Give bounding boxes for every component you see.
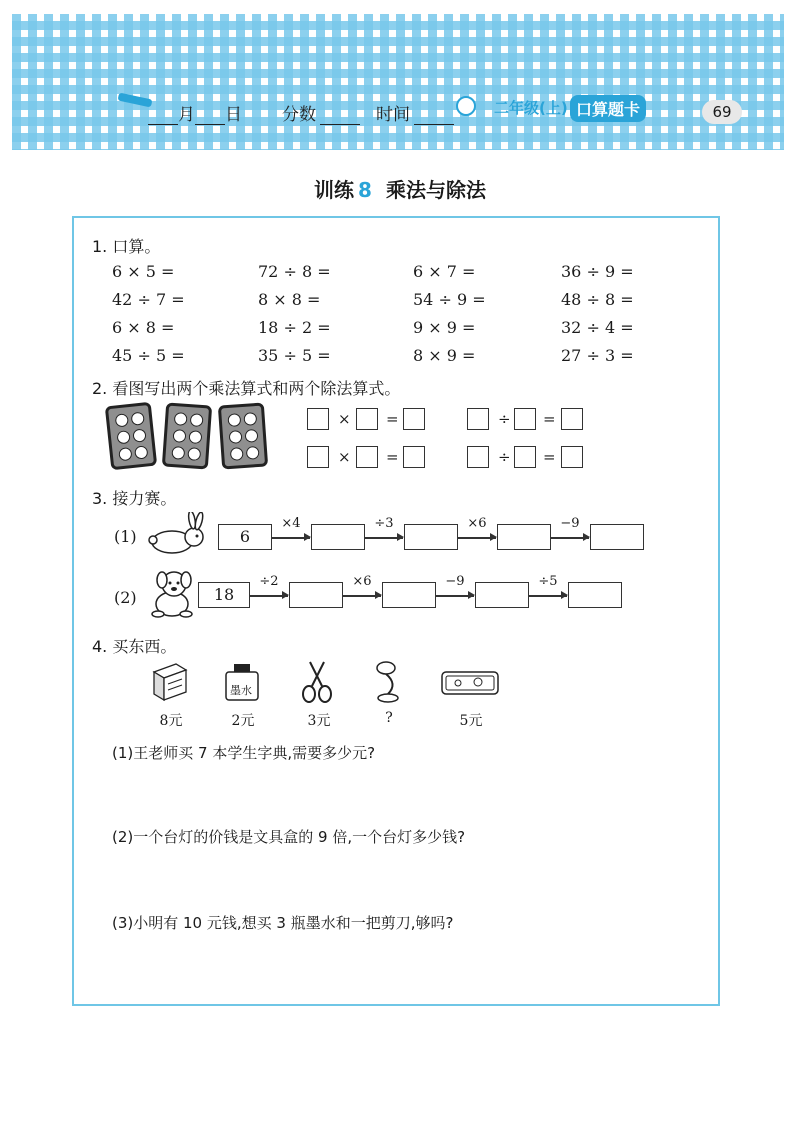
chain1-answer-box[interactable] (590, 524, 644, 550)
time-field: 时间 (376, 100, 454, 125)
arrow (272, 537, 310, 539)
q1-heading: 1. 口算。 (92, 237, 161, 256)
chain2-answer-box[interactable] (475, 582, 529, 608)
chain1-start-box: 6 (218, 524, 272, 550)
answer-box[interactable] (307, 446, 329, 468)
score-field: 分数 (282, 100, 360, 125)
q3-heading: 3. 接力赛。 (92, 489, 177, 508)
chain2-answer-box[interactable] (382, 582, 436, 608)
q1-item: 18 ÷ 2 = (258, 318, 331, 337)
q1-item: 9 × 9 = (413, 318, 476, 337)
arrow (436, 595, 474, 597)
q1-item: 54 ÷ 9 = (413, 290, 486, 309)
answer-box[interactable] (307, 408, 329, 430)
equals-sign: = (543, 448, 556, 466)
chain1-answer-box[interactable] (497, 524, 551, 550)
arrow (365, 537, 403, 539)
q1-item: 42 ÷ 7 = (112, 290, 185, 309)
equals-sign: = (386, 448, 399, 466)
egg-tray-icon (218, 402, 268, 469)
times-sign: × (338, 410, 351, 428)
q1-item: 35 ÷ 5 = (258, 346, 331, 365)
price-label: 2元 (231, 713, 255, 729)
equals-sign: = (543, 410, 556, 428)
answer-box[interactable] (356, 408, 378, 430)
q1-item: 72 ÷ 8 = (258, 262, 331, 281)
chain2-start-box: 18 (198, 582, 250, 608)
chain2-op-label: ×6 (352, 574, 372, 589)
price-label: 5元 (459, 713, 483, 729)
ink-bottle-text: 墨水 (230, 684, 252, 697)
page-number: 69 (702, 100, 742, 124)
q1-item: 32 ÷ 4 = (561, 318, 634, 337)
arrow (250, 595, 288, 597)
q4-sub3: (3)小明有 10 元钱,想买 3 瓶墨水和一把剪刀,够吗? (112, 914, 454, 932)
chain1-op-label: ×4 (281, 516, 301, 531)
answer-box[interactable] (467, 408, 489, 430)
puppy-icon (144, 568, 200, 620)
q1-item: 8 × 9 = (413, 346, 476, 365)
answer-box[interactable] (561, 446, 583, 468)
grade-logo: 二年级(上) (494, 99, 568, 117)
q1-item: 6 × 7 = (413, 262, 476, 281)
chain1-op-label: ×6 (467, 516, 487, 531)
answer-box[interactable] (561, 408, 583, 430)
chain1-answer-box[interactable] (311, 524, 365, 550)
chain2-op-label: ÷2 (259, 574, 279, 589)
book-title-logo: 口算题卡 (570, 95, 646, 122)
q4-sub1: (1)王老师买 7 本学生字典,需要多少元? (112, 744, 376, 762)
answer-box[interactable] (356, 446, 378, 468)
chain2-op-label: −9 (445, 574, 465, 589)
rabbit-icon (146, 512, 210, 556)
price-label: 3元 (307, 713, 331, 729)
arrow (529, 595, 567, 597)
chain2-label: (2) (114, 588, 137, 607)
q4-heading: 4. 买东西。 (92, 637, 177, 656)
answer-box[interactable] (514, 408, 536, 430)
q1-item: 6 × 5 = (112, 262, 175, 281)
dictionary-icon (150, 660, 190, 702)
chain2-op-label: ÷5 (538, 574, 558, 589)
chain1-op-label: ÷3 (374, 516, 394, 531)
divide-sign: ÷ (498, 410, 511, 428)
arrow (551, 537, 589, 539)
chain1-op-label: −9 (560, 516, 580, 531)
answer-box[interactable] (403, 446, 425, 468)
header-banner (12, 14, 784, 150)
times-sign: × (338, 448, 351, 466)
pencil-box-icon (440, 668, 500, 698)
q1-item: 48 ÷ 8 = (561, 290, 634, 309)
equals-sign: = (386, 410, 399, 428)
date-fields: 月 日 (148, 100, 242, 125)
desk-lamp-icon (372, 658, 406, 704)
clock-icon (456, 96, 476, 116)
answer-box[interactable] (403, 408, 425, 430)
egg-tray-icon (105, 402, 157, 470)
chain2-answer-box[interactable] (289, 582, 343, 608)
answer-box[interactable] (514, 446, 536, 468)
q1-item: 8 × 8 = (258, 290, 321, 309)
egg-tray-icon (162, 402, 212, 469)
q1-item: 45 ÷ 5 = (112, 346, 185, 365)
arrow (343, 595, 381, 597)
price-label: 8元 (159, 713, 183, 729)
q1-item: 27 ÷ 3 = (561, 346, 634, 365)
chain1-answer-box[interactable] (404, 524, 458, 550)
q4-sub2: (2)一个台灯的价钱是文具盒的 9 倍,一个台灯多少钱? (112, 828, 466, 846)
q1-item: 36 ÷ 9 = (561, 262, 634, 281)
divide-sign: ÷ (498, 448, 511, 466)
q1-item: 6 × 8 = (112, 318, 175, 337)
page-title: 训练 8 乘法与除法 (314, 178, 486, 202)
answer-box[interactable] (467, 446, 489, 468)
chain2-answer-box[interactable] (568, 582, 622, 608)
chain1-label: (1) (114, 527, 137, 546)
scissors-icon (300, 660, 334, 704)
q2-heading: 2. 看图写出两个乘法算式和两个除法算式。 (92, 379, 401, 398)
arrow (458, 537, 496, 539)
price-label: ? (385, 710, 393, 726)
